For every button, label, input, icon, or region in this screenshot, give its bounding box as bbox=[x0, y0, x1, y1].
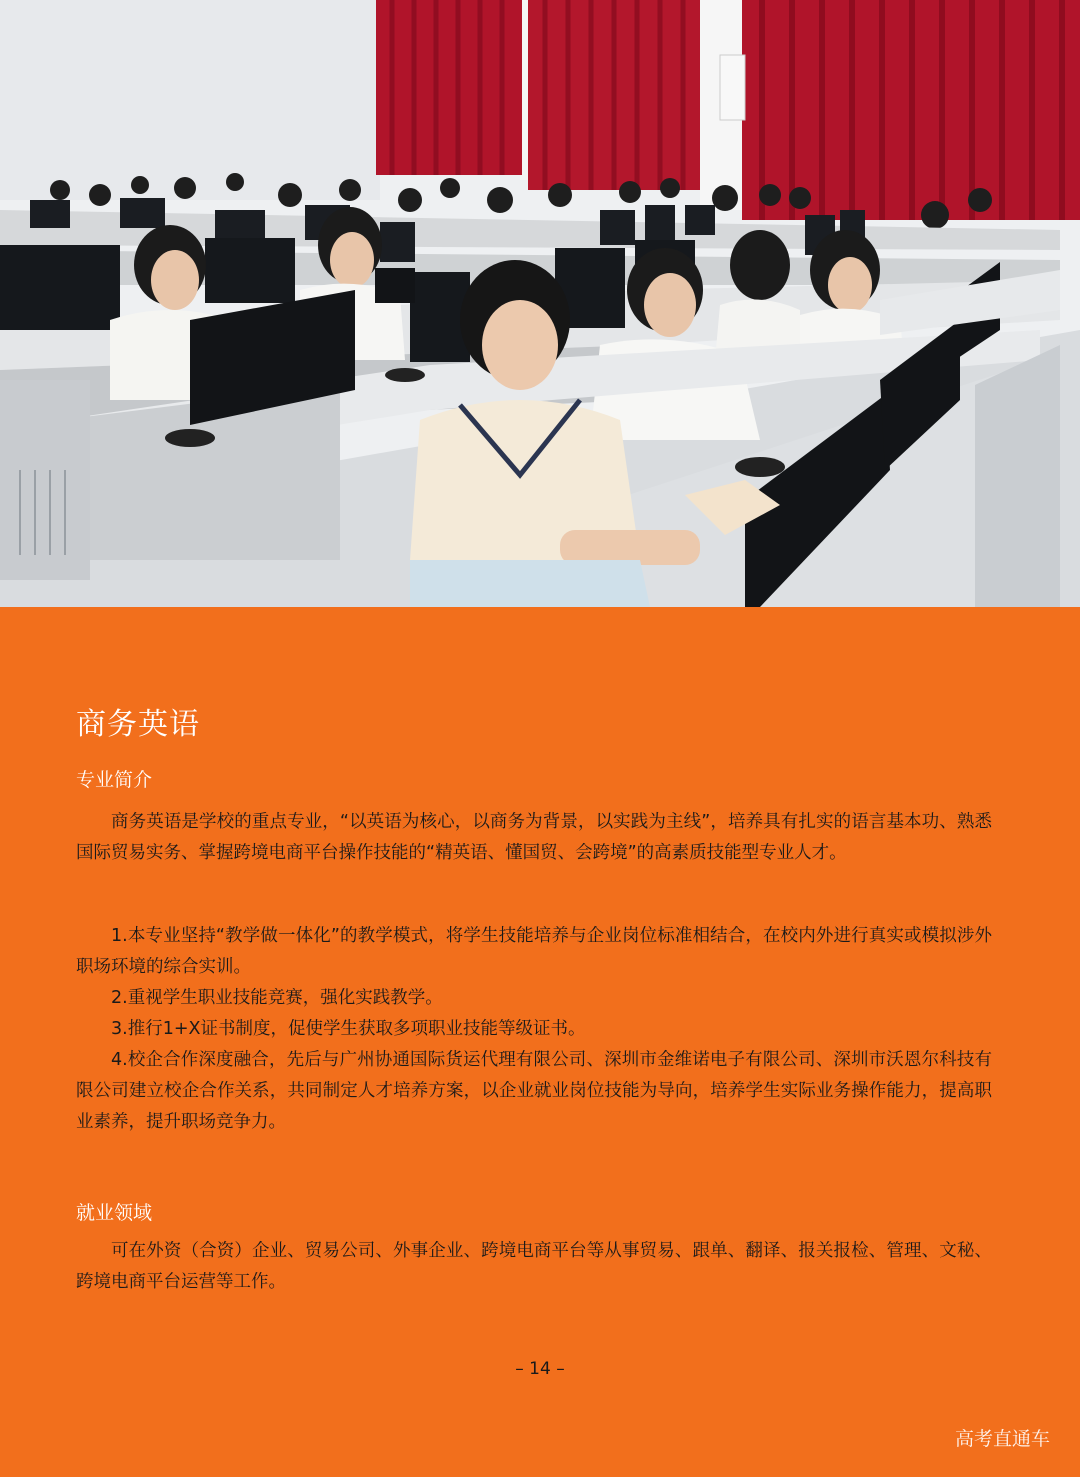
curtain-left bbox=[376, 0, 522, 175]
watermark: 高考直通车 bbox=[954, 1428, 1050, 1450]
employment-paragraph: 可在外资（合资）企业、贸易公司、外事企业、跨境电商平台等从事贸易、跟单、翻译、报关报检、管理、文秘、跨境电商平台运营等工作。 bbox=[76, 1241, 992, 1292]
feature-item-2: 2.重视学生职业技能竞赛，强化实践教学。 bbox=[111, 988, 443, 1008]
page-number: – 14 – bbox=[515, 1359, 565, 1379]
feature-item-4: 4.校企合作深度融合，先后与广州协通国际货运代理有限公司、深圳市金维诺电子有限公司、深圳市沃恩尔科技有限公司建立校企合作关系，共同制定人才培养方案，以企业就业岗位技能为导向，培养学生实际业务操作能力，提高职业素养，提升职场竞争力。 bbox=[76, 1050, 992, 1132]
classroom-photo bbox=[0, 0, 1080, 607]
curtain-right bbox=[742, 0, 1080, 220]
employment-heading: 就业领域 bbox=[76, 1202, 153, 1224]
classroom-illustration bbox=[0, 0, 1080, 607]
page-title: 商务英语 bbox=[76, 707, 200, 742]
computer-tower bbox=[0, 380, 90, 580]
feature-item-1: 1.本专业坚持“教学做一体化”的教学模式，将学生技能培养与企业岗位标准相结合，在校内外进行真实或模拟涉外职场环境的综合实训。 bbox=[76, 926, 992, 977]
intro-paragraph: 商务英语是学校的重点专业，“以英语为核心，以商务为背景，以实践为主线”，培养具有扎实的语言基本功、熟悉国际贸易实务、掌握跨境电商平台操作技能的“精英语、懂国贸、会跨境”的高素质技能型专业人才。 bbox=[76, 812, 992, 863]
content-page bbox=[0, 607, 1080, 1477]
intro-heading: 专业简介 bbox=[76, 769, 153, 791]
feature-list bbox=[76, 921, 992, 1138]
feature-item-3: 3.推行1+X证书制度，促使学生获取多项职业技能等级证书。 bbox=[111, 1019, 586, 1039]
curtain-middle bbox=[528, 0, 700, 190]
